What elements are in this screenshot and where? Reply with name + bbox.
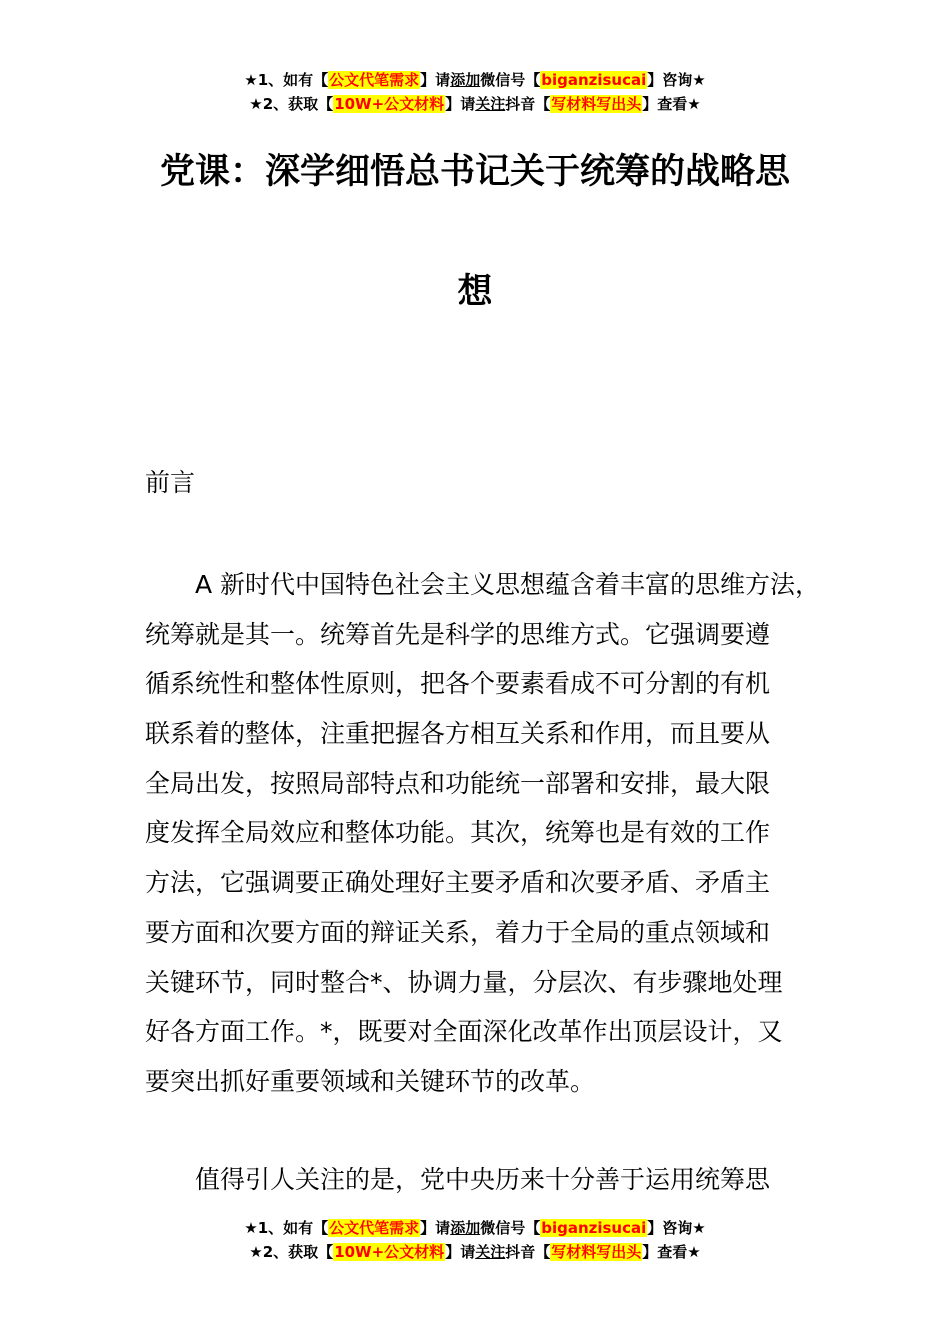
paragraph-line: 关键环节，同时整合*、协调力量，分层次、有步骤地处理 xyxy=(145,967,783,997)
banner-text: 】请 xyxy=(420,1219,451,1237)
banner-text: 抖音【 xyxy=(505,95,551,113)
paragraph-line: 度发挥全局效应和整体功能。其次，统筹也是有效的工作 xyxy=(145,818,771,848)
banner-text: 】请 xyxy=(420,71,451,89)
banner-line-2 xyxy=(0,92,950,116)
paragraph-line: 好各方面工作。*，既要对全面深化改革作出顶层设计，又 xyxy=(145,1017,783,1047)
banner-text: 微信号【 xyxy=(480,71,541,89)
banner-highlight: biganzisucai xyxy=(541,71,647,89)
banner-highlight: 写材料写出头 xyxy=(551,95,642,113)
banner-highlight: 公文代笔需求 xyxy=(329,71,420,89)
banner-text: ★2、获取【 xyxy=(249,1243,334,1261)
section-heading: 前言 xyxy=(145,468,196,497)
banner-text: 】查看★ xyxy=(642,1243,701,1261)
body-paragraph-2 xyxy=(145,1155,835,1205)
banner-underline: 关注 xyxy=(475,95,506,113)
banner-highlight: 公文代笔需求 xyxy=(329,1219,420,1237)
banner-underline: 添加 xyxy=(450,71,481,89)
document-title-line-1: 党课：深学细悟总书记关于统筹的战略思 xyxy=(159,152,790,192)
banner-text: ★1、如有【 xyxy=(244,1219,329,1237)
banner-text: 】咨询★ xyxy=(647,1219,706,1237)
banner-line-2 xyxy=(0,1240,950,1264)
paragraph-line: 要突出抓好重要领域和关键环节的改革。 xyxy=(145,1066,596,1096)
banner-line-1 xyxy=(0,1216,950,1240)
paragraph-line: 值得引人关注的是，党中央历来十分善于运用统筹思 xyxy=(195,1165,771,1194)
banner-text: 】查看★ xyxy=(642,95,701,113)
paragraph-line: 统筹就是其一。统筹首先是科学的思维方式。它强调要遵 xyxy=(145,619,771,649)
header-banner xyxy=(0,68,950,116)
paragraph-line: 循系统性和整体性原则，把各个要素看成不可分割的有机 xyxy=(145,669,771,699)
banner-text: 微信号【 xyxy=(480,1219,541,1237)
banner-line-1 xyxy=(0,68,950,92)
document-title-line-2: 想 xyxy=(457,272,493,312)
banner-text: ★1、如有【 xyxy=(244,71,329,89)
banner-underline: 关注 xyxy=(475,1243,506,1261)
paragraph-line: 要方面和次要方面的辩证关系，着力于全局的重点领域和 xyxy=(145,917,771,947)
banner-text: 抖音【 xyxy=(505,1243,551,1261)
paragraph-line: 方法，它强调要正确处理好主要矛盾和次要矛盾、矛盾主 xyxy=(145,868,771,898)
paragraph-line: 全局出发，按照局部特点和功能统一部署和安排，最大限 xyxy=(145,768,771,798)
banner-highlight: 10W+公文材料 xyxy=(334,1243,445,1261)
paragraph-line: 联系着的整体，注重把握各方相互关系和作用，而且要从 xyxy=(145,719,771,749)
banner-highlight: 写材料写出头 xyxy=(551,1243,642,1261)
banner-text: 】咨询★ xyxy=(647,71,706,89)
body-paragraph-1 xyxy=(145,560,835,1107)
banner-underline: 添加 xyxy=(450,1219,481,1237)
banner-highlight: 10W+公文材料 xyxy=(334,95,445,113)
banner-text: ★2、获取【 xyxy=(249,95,334,113)
banner-text: 】请 xyxy=(445,1243,476,1261)
banner-highlight: biganzisucai xyxy=(541,1219,647,1237)
footer-banner xyxy=(0,1216,950,1264)
banner-text: 】请 xyxy=(445,95,476,113)
paragraph-line: A 新时代中国特色社会主义思想蕴含着丰富的思维方法， xyxy=(195,570,821,599)
